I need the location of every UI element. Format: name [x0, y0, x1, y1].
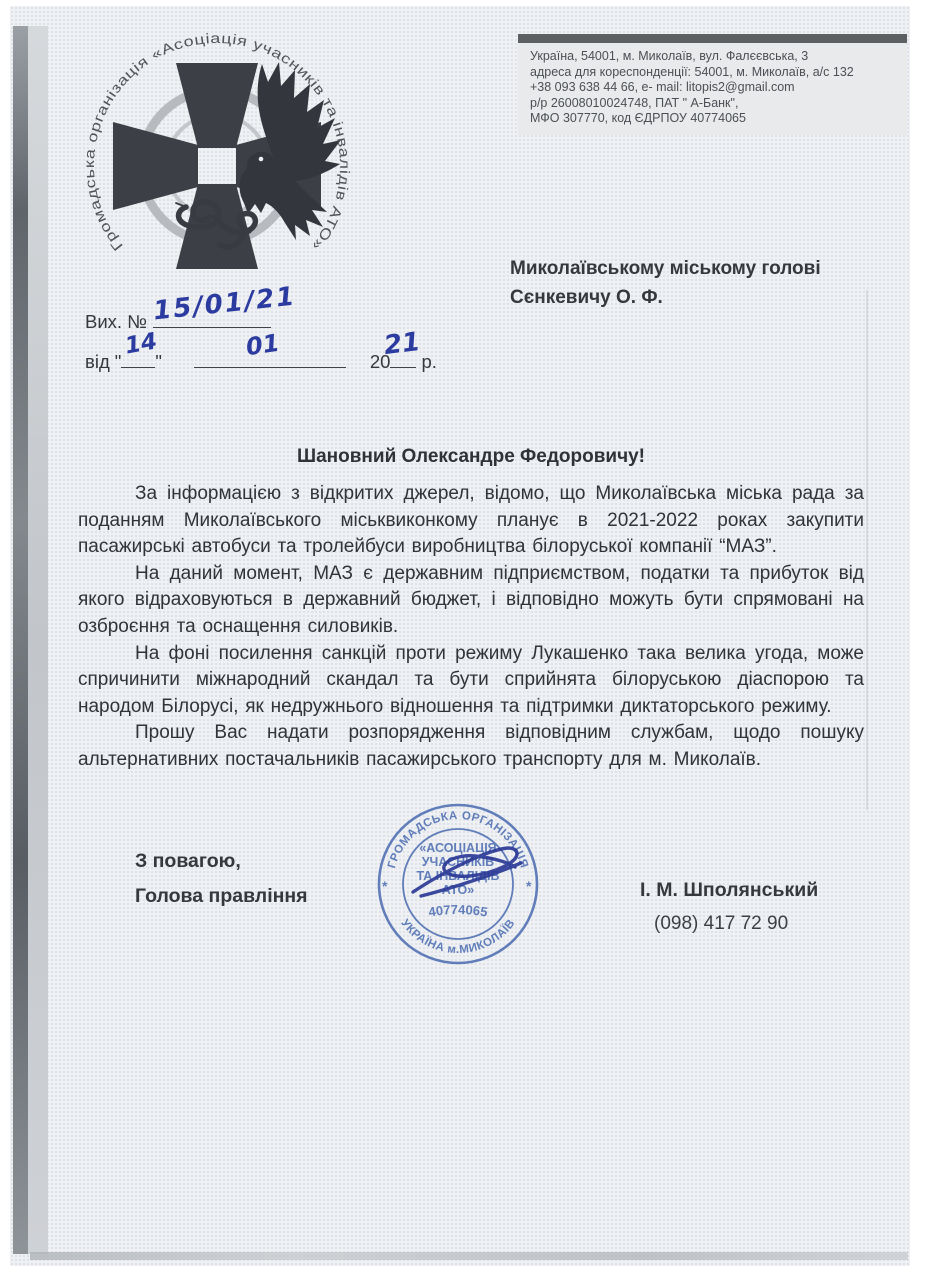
signoff-block: [135, 844, 308, 914]
date-month-blank: [194, 328, 346, 368]
addressee-block: [510, 254, 821, 312]
salutation: Шановний Олександре Федоровичу!: [296, 446, 645, 467]
body-paragraph: На даний момент, МАЗ є державним підприємством, податки та прибуток від якого відраховуються в державний бюджет, і відповідно можуть бути спрямовані на озброєння та оснащення силовиків.: [78, 562, 864, 637]
year-printed: 20: [369, 351, 391, 372]
outgoing-number-handwritten: 15/01/21: [151, 281, 298, 327]
body-paragraph: На фоні посилення санкцій проти режиму Лукашенко така велика угода, може спричинити міжнародний скандал та бути сприйнята білоруською діаспорою та народом Білорусі, як недружнього відношення та підтримки диктаторського режиму.: [78, 642, 864, 717]
date-month-handwritten: 01: [244, 328, 282, 362]
signer-block: [640, 874, 818, 940]
open-quote: ": [114, 351, 122, 372]
stamp-arc-bottom-text: УКРАЇНА м.МИКОЛАЇВ: [398, 917, 518, 957]
letterhead-contact-block: [518, 43, 907, 135]
body-paragraph: Прошу Вас надати розпорядження відповідним службам, щодо пошуку альтернативних постачальників пасажирського транспорту для м. Миколаїв.: [78, 722, 864, 770]
close-quote: ": [155, 351, 162, 372]
year-suffix: р.: [421, 351, 437, 372]
date-label: від: [85, 351, 110, 372]
contact-line: МФО 307770, код ЄДРПОУ 40774065: [530, 111, 746, 126]
contact-line: Україна, 54001, м. Миколаїв, вул. Фалєєвська, 3: [530, 49, 809, 63]
scan-shadow-strip-light: [28, 26, 48, 1254]
signoff-position: Голова правління: [135, 885, 308, 907]
signoff-respectfully: З повагою,: [135, 850, 241, 872]
contact-line: +38 093 638 44 66, e- mail: litopis2@gmail.com: [530, 80, 795, 95]
letterhead-divider-bar: [518, 34, 907, 43]
stamp-center-line: АТО»: [441, 883, 475, 897]
addressee-title: Миколаївському міському голові: [510, 258, 821, 279]
date-day-handwritten: 14: [123, 328, 160, 360]
stamp-separator-star-left: *: [382, 878, 388, 894]
stamp-arc-top-text: ГРОМАДСЬКА ОРГАНІЗАЦІЯ: [386, 809, 530, 870]
signer-name: І. М. Шполянський: [640, 879, 819, 901]
logo-circular-text: Громадська організація «Асоціація учасників та інвалідів АТО»: [80, 29, 354, 255]
signer-phone: (098) 417 72 90: [654, 913, 789, 934]
scan-bottom-edge: [30, 1252, 908, 1260]
stamp-center-line: ТА ІНВАЛІДІВ: [416, 869, 500, 883]
reference-block: [85, 281, 437, 383]
outgoing-number-label: Вих. №: [85, 311, 148, 332]
body-paragraph: За інформацією з відкритих джерел, відомо, що Миколаївська міська рада за поданням Миколаївського міськвиконкому планує в 2021-2022 роках закупити пасажирські автобуси та тролейбуси виробництва білоруської компанії “МАЗ”.: [78, 483, 864, 558]
date-year-handwritten: 21: [382, 326, 423, 362]
outgoing-number-blank: [151, 281, 298, 328]
paper-crease: [866, 290, 868, 810]
stamp-separator-star-right: *: [526, 878, 532, 894]
eagle-eye: [259, 157, 264, 162]
contact-line: р/р 26008010024748, ПАТ " А-Банк",: [530, 95, 739, 110]
stamp-edrpou-code: 40774065: [427, 901, 489, 920]
stamp-center-line: «АСОЦІАЦІЯ: [419, 841, 497, 855]
stamp-center-line: УЧАСНИКІВ: [421, 855, 495, 869]
addressee-name: Сєнкевичу О. Ф.: [510, 287, 663, 308]
organization-logo: [52, 14, 392, 314]
contact-line: адреса для кореспонденції: 54001, м. Миколаїв, а/с 132: [530, 64, 854, 79]
scan-shadow-strip-dark: [13, 26, 28, 1254]
date-day-blank: [121, 328, 160, 368]
date-year-blank: [382, 326, 423, 368]
letter-body: [78, 481, 864, 774]
official-stamp: [345, 770, 571, 998]
date-line: [85, 326, 437, 376]
